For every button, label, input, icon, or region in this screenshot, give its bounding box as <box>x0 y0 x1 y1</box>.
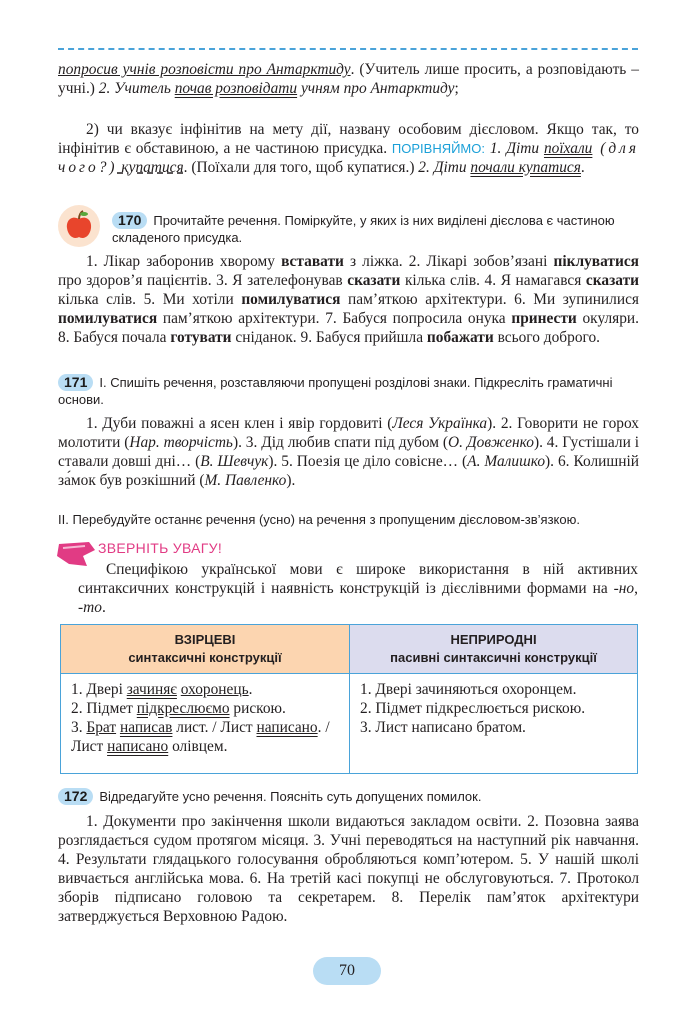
exercise-170-sentences <box>58 252 639 347</box>
unnatural-example-3: 3. Лист написано братом. <box>360 719 526 736</box>
model-examples-cell <box>61 674 350 774</box>
sentence-text: пам’яткою архітектури. 6. Ми зупинилися <box>340 291 639 308</box>
sentence-text: пам’яткою архітектури. 7. Бабуся попросила онука <box>157 310 512 327</box>
underlined-predicate: написав <box>119 719 173 736</box>
example-text: рискою. <box>229 700 286 717</box>
intro-paragraph-1 <box>58 60 639 98</box>
example-text: 2. Підмет <box>71 700 137 717</box>
exercise-number: 170 <box>112 212 147 229</box>
task-170 <box>112 212 639 246</box>
suffix-no: -но <box>613 580 635 597</box>
task-text: I. Спишіть речення, розставляючи пропущені розділові знаки. Підкресліть граматичні основи. <box>58 375 613 407</box>
author: Нар. творчість <box>129 434 233 451</box>
top-dashed-divider <box>58 48 638 50</box>
sentence-text: ). 4. Густішали і ставали довші дні… ( <box>58 434 639 470</box>
highlighted-verb: помилуватися <box>58 310 158 327</box>
intro-example: 2. Учитель <box>98 80 175 97</box>
exercise-172-sentences: 1. Документи про закінчення школи видаються закладом освіти. 2. Позовна заява розглядається судом протягом місяця. 3. Учні переводяться на наступний рік навчання. 4. Результати глядацького голосування обробляються комп’ютером. 5. У нашій школі вивчається англійська мова. 6. На третій касі покупці не обслуговуються. 7. Протокол зборів підписано головою та секретарем. 8. Перелік пам’яток архітектури затверджується Верховною Радою. <box>58 813 639 925</box>
model-example-2 <box>71 699 339 718</box>
suffix-to: -то <box>78 599 102 616</box>
sentence-text: про здоров’я пацієнтів. 3. Я зателефонував <box>58 272 348 289</box>
highlighted-verb: принести <box>511 310 577 327</box>
author: М. Павленко <box>204 472 287 489</box>
header-subtitle: пасивні синтаксичні конструкції <box>390 650 597 665</box>
attention-body: , <box>634 580 638 597</box>
example-text: 1. Двері <box>71 681 127 698</box>
example-text: Лист <box>220 719 253 736</box>
intro-text: . (Учитель лише просить, а розповідають – учні.) <box>58 61 639 97</box>
header-title: ВЗІРЦЕВІ <box>174 632 236 647</box>
underlined-subject: Брат <box>86 719 117 736</box>
attention-body: Специфікою української мови є широке використання в ній активних синтаксичних конструкцій і наявність конструкцій із дієслівними формами на <box>78 561 638 597</box>
header-title: НЕПРИРОДНІ <box>450 632 537 647</box>
sentence-text: ). 6. Колишній за́мок був розкішний ( <box>58 453 639 489</box>
task-text: Прочитайте речення. Поміркуйте, у яких із них виділені дієслова є частиною складеного присудка. <box>112 213 615 245</box>
sentence-text: 1. Лікар заборонив хворому <box>86 253 282 270</box>
sentence-text: кілька слів. 4. Я намагався <box>400 272 586 289</box>
author: В. Шевчук <box>200 453 269 470</box>
unnatural-examples-cell <box>350 674 638 774</box>
compare-example: 1. Діти <box>485 140 544 157</box>
sentence-text: ). 5. Поезія це діло совісне… ( <box>268 453 468 470</box>
underlined-predicate: зачиняє <box>126 681 177 698</box>
highlighted-verb: помилуватися <box>241 291 341 308</box>
model-example-1 <box>71 680 339 699</box>
model-example-3 <box>71 718 339 756</box>
highlighted-verb: сказати <box>347 272 401 289</box>
sentence-text: ). 2. Говорити не горох молотити ( <box>58 415 639 451</box>
sentence-text: з ліжка. 2. Лікарі зобов’язані <box>343 253 554 270</box>
example-text: 3. <box>71 719 87 736</box>
compare-label: ПОРІВНЯЙМО: <box>391 141 485 156</box>
apple-icon <box>58 205 100 247</box>
sentence-text: ). <box>286 472 296 489</box>
sentence-text: окуляри. 8. Бабуся почала <box>58 310 639 346</box>
author: А. Малишко <box>467 453 546 470</box>
compare-example: 2. Діти <box>418 159 471 176</box>
underlined-predicate: попросив учнів розповісти про Антарктиду <box>58 61 351 78</box>
attention-title: ЗВЕРНІТЬ УВАГУ! <box>98 540 223 556</box>
sentence-text: 1. Дуби поважні а ясен клен і явір гордовиті ( <box>86 415 393 432</box>
author: О. Довженко <box>448 434 534 451</box>
intro-text: ; <box>454 80 459 97</box>
underlined-predicate: написано <box>256 719 318 736</box>
column-header-unnatural <box>350 625 638 674</box>
sentence-text: кілька слів. 5. Ми хотіли <box>58 291 242 308</box>
underlined-predicate: поїхали <box>543 140 593 157</box>
task-171-part-2: II. Перебудуйте останнє речення (усно) на речення з пропущеним дієсловом-зв’язкою. <box>58 512 580 527</box>
sentence-text: всього доброго. <box>493 329 600 346</box>
constructions-table <box>60 624 638 774</box>
exercise-number: 172 <box>58 788 93 805</box>
attention-text <box>78 560 638 617</box>
task-text: Відредагуйте усно речення. Поясніть суть допущених помилок. <box>99 789 482 804</box>
exercise-171-sentences <box>58 414 639 490</box>
header-subtitle: синтаксичні конструкції <box>128 650 282 665</box>
author: Леся Українка <box>392 415 488 432</box>
underlined-predicate: почав розповідати <box>174 80 298 97</box>
unnatural-example-2: 2. Підмет підкреслюється рискою. <box>360 700 586 717</box>
sentence-text: ). 3. Дід любив спати під дубом ( <box>232 434 449 451</box>
intro-example: учням про Антарктиду <box>297 80 455 97</box>
highlighted-verb: побажати <box>426 329 494 346</box>
underlined-adverbial: купатися <box>117 159 184 176</box>
exercise-number: 171 <box>58 374 93 391</box>
highlighted-verb: піклуватися <box>553 253 639 270</box>
unnatural-example-1: 1. Двері зачиняються охоронцем. <box>360 681 577 698</box>
intro-text: 2) чи вказує інфінітив на мету дії, названу особовим дієсловом. Якщо так, то інфінітив є обставиною, а не частиною присудка. <box>58 121 639 157</box>
task-171 <box>58 374 639 408</box>
task-172 <box>58 788 639 805</box>
intro-text: . <box>580 159 585 176</box>
underlined-subject: охоронець <box>180 681 249 698</box>
sentence-text: сніданок. 9. Бабуся прийшла <box>231 329 427 346</box>
underlined-predicate: написано <box>107 738 169 755</box>
intro-text: . (Поїхали для того, щоб купатися.) <box>183 159 419 176</box>
highlighted-verb: готувати <box>170 329 232 346</box>
highlighted-verb: сказати <box>585 272 639 289</box>
attention-body: . <box>101 599 106 616</box>
highlighted-verb: вставати <box>281 253 344 270</box>
question-spaced: (для чого?) <box>58 140 639 176</box>
column-header-model <box>61 625 350 674</box>
intro-paragraph-2 <box>58 120 639 177</box>
example-text: . / <box>317 719 330 736</box>
example-text: . <box>248 681 253 698</box>
example-text: Лист <box>71 738 104 755</box>
example-text: олівцем. <box>168 738 228 755</box>
example-text: лист. / <box>172 719 221 736</box>
underlined-predicate: почали купатися <box>470 159 581 176</box>
underlined-predicate: підкреслюємо <box>136 700 230 717</box>
page-number: 70 <box>313 957 381 985</box>
